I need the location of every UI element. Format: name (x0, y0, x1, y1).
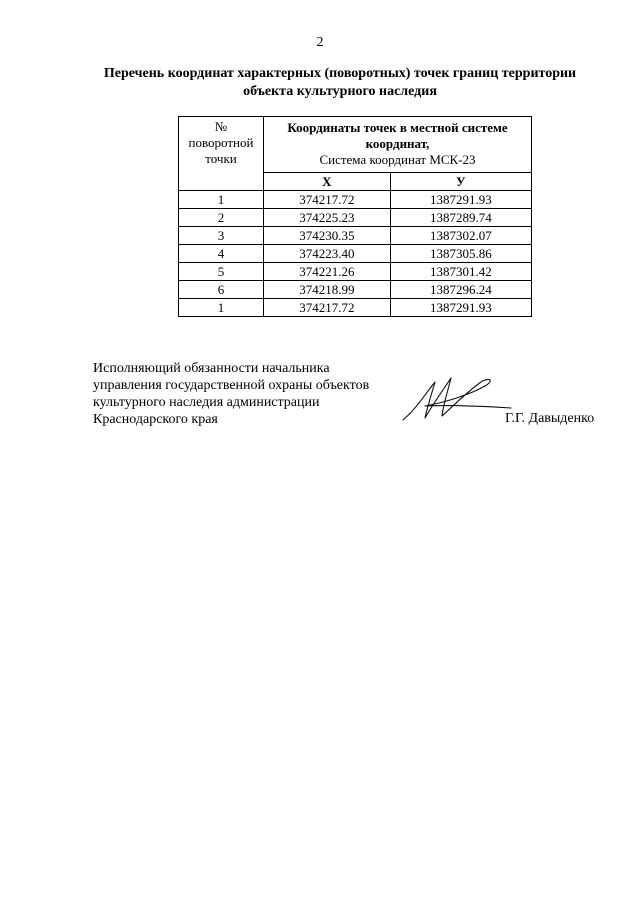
position-line-2: управления государственной охраны объектов (93, 378, 370, 393)
row-y: 1387302.07 (390, 227, 531, 245)
header-system-line-3: Система координат МСК-23 (319, 152, 476, 167)
handwritten-signature (395, 368, 515, 426)
header-number-line-3: точки (205, 151, 237, 166)
header-point-number (179, 117, 264, 191)
title-line-1: Перечень координат характерных (поворотных) точек границ территории (103, 66, 577, 81)
row-y: 1387296.24 (390, 281, 531, 299)
document-title (70, 65, 610, 101)
row-y: 1387301.42 (390, 263, 531, 281)
table-row (179, 299, 532, 317)
row-y: 1387291.93 (390, 299, 531, 317)
row-number: 1 (179, 191, 264, 209)
row-number: 2 (179, 209, 264, 227)
row-number: 1 (179, 299, 264, 317)
row-number: 5 (179, 263, 264, 281)
title-line-2: объекта культурного наследия (243, 84, 437, 99)
row-x: 374230.35 (264, 227, 391, 245)
row-number: 6 (179, 281, 264, 299)
header-x: Х (264, 173, 391, 191)
signatory-name: Г.Г. Давыденко (505, 411, 595, 426)
row-y: 1387289.74 (390, 209, 531, 227)
row-number: 3 (179, 227, 264, 245)
header-system-line-1: Координаты точек в местной системе (287, 120, 508, 135)
row-x: 374218.99 (264, 281, 391, 299)
row-y: 1387305.86 (390, 245, 531, 263)
signatory-position (93, 360, 413, 428)
table-row (179, 227, 532, 245)
row-x: 374221.26 (264, 263, 391, 281)
table-row (179, 191, 532, 209)
row-x: 374225.23 (264, 209, 391, 227)
header-system-line-2: координат, (365, 136, 430, 151)
position-line-3: культурного наследия администрации (93, 395, 320, 410)
table-row (179, 263, 532, 281)
row-x: 374223.40 (264, 245, 391, 263)
header-coordinate-system (264, 117, 532, 173)
table-row (179, 209, 532, 227)
row-y: 1387291.93 (390, 191, 531, 209)
header-number-line-1: № (214, 119, 228, 134)
row-number: 4 (179, 245, 264, 263)
header-y: У (390, 173, 531, 191)
position-line-1: Исполняющий обязанности начальника (93, 361, 330, 376)
table-row (179, 281, 532, 299)
row-x: 374217.72 (264, 299, 391, 317)
position-line-4: Краснодарского края (93, 412, 218, 427)
table-row (179, 245, 532, 263)
page-number: 2 (316, 35, 324, 50)
row-x: 374217.72 (264, 191, 391, 209)
coordinates-table (178, 116, 532, 317)
header-number-line-2: поворотной (188, 135, 254, 150)
